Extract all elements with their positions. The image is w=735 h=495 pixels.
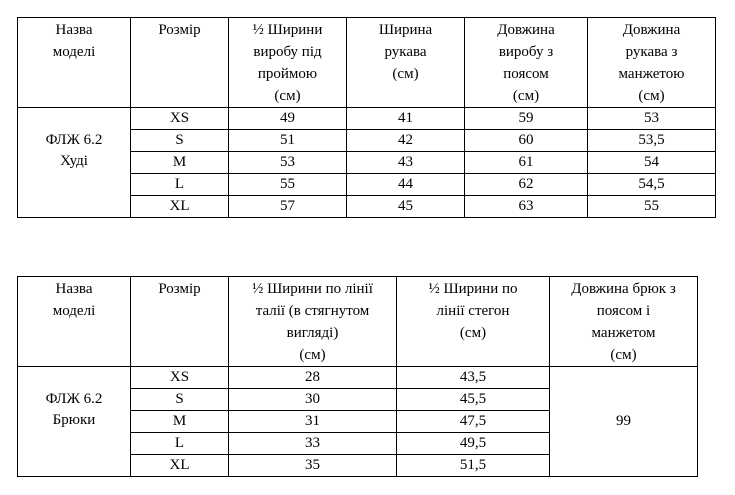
table-header-row bbox=[18, 277, 698, 367]
value-cell: 45 bbox=[347, 196, 465, 218]
pants-length-cell: 99 bbox=[550, 367, 698, 477]
size-cell: L bbox=[131, 433, 229, 455]
table-header-row bbox=[18, 18, 716, 108]
value-cell: 55 bbox=[229, 174, 347, 196]
value-cell: 54 bbox=[588, 152, 716, 174]
value-cell: 63 bbox=[465, 196, 588, 218]
size-cell: XS bbox=[131, 367, 229, 389]
value-cell: 44 bbox=[347, 174, 465, 196]
size-cell: XS bbox=[131, 108, 229, 130]
pants-size-table bbox=[17, 276, 698, 477]
header-size: Розмір bbox=[131, 277, 229, 367]
value-cell: 45,5 bbox=[397, 389, 550, 411]
value-cell: 51 bbox=[229, 130, 347, 152]
value-cell: 62 bbox=[465, 174, 588, 196]
header-half-waist-width: ½ Ширини по лінії талії (в стягнутом вигляді) (см) bbox=[229, 277, 397, 367]
size-cell: S bbox=[131, 130, 229, 152]
value-cell: 53 bbox=[588, 108, 716, 130]
header-pants-length: Довжина брюк з поясом і манжетом (см) bbox=[550, 277, 698, 367]
header-size: Розмір bbox=[131, 18, 229, 108]
header-sleeve-length: Довжина рукава з манжетою (см) bbox=[588, 18, 716, 108]
value-cell: 30 bbox=[229, 389, 397, 411]
header-model-name: Назва моделі bbox=[18, 18, 131, 108]
table-row bbox=[18, 108, 716, 130]
value-cell: 53,5 bbox=[588, 130, 716, 152]
header-sleeve-width: Ширина рукава (см) bbox=[347, 18, 465, 108]
value-cell: 61 bbox=[465, 152, 588, 174]
value-cell: 43,5 bbox=[397, 367, 550, 389]
value-cell: 47,5 bbox=[397, 411, 550, 433]
value-cell: 49 bbox=[229, 108, 347, 130]
size-cell: XL bbox=[131, 196, 229, 218]
value-cell: 33 bbox=[229, 433, 397, 455]
value-cell: 59 bbox=[465, 108, 588, 130]
header-half-hip-width: ½ Ширини по лінії стегон (см) bbox=[397, 277, 550, 367]
table-row bbox=[18, 367, 698, 389]
value-cell: 28 bbox=[229, 367, 397, 389]
value-cell: 51,5 bbox=[397, 455, 550, 477]
value-cell: 53 bbox=[229, 152, 347, 174]
value-cell: 55 bbox=[588, 196, 716, 218]
value-cell: 42 bbox=[347, 130, 465, 152]
value-cell: 31 bbox=[229, 411, 397, 433]
value-cell: 49,5 bbox=[397, 433, 550, 455]
size-cell: M bbox=[131, 152, 229, 174]
model-name-cell: ФЛЖ 6.2 Брюки bbox=[18, 367, 131, 477]
size-cell: L bbox=[131, 174, 229, 196]
header-model-name: Назва моделі bbox=[18, 277, 131, 367]
value-cell: 41 bbox=[347, 108, 465, 130]
value-cell: 57 bbox=[229, 196, 347, 218]
model-name-cell: ФЛЖ 6.2 Худі bbox=[18, 108, 131, 218]
header-half-width-armhole: ½ Ширини виробу під проймою (см) bbox=[229, 18, 347, 108]
hoodie-size-table bbox=[17, 17, 716, 218]
value-cell: 35 bbox=[229, 455, 397, 477]
value-cell: 43 bbox=[347, 152, 465, 174]
size-cell: M bbox=[131, 411, 229, 433]
value-cell: 54,5 bbox=[588, 174, 716, 196]
size-cell: S bbox=[131, 389, 229, 411]
size-cell: XL bbox=[131, 455, 229, 477]
header-product-length: Довжина виробу з поясом (см) bbox=[465, 18, 588, 108]
value-cell: 60 bbox=[465, 130, 588, 152]
